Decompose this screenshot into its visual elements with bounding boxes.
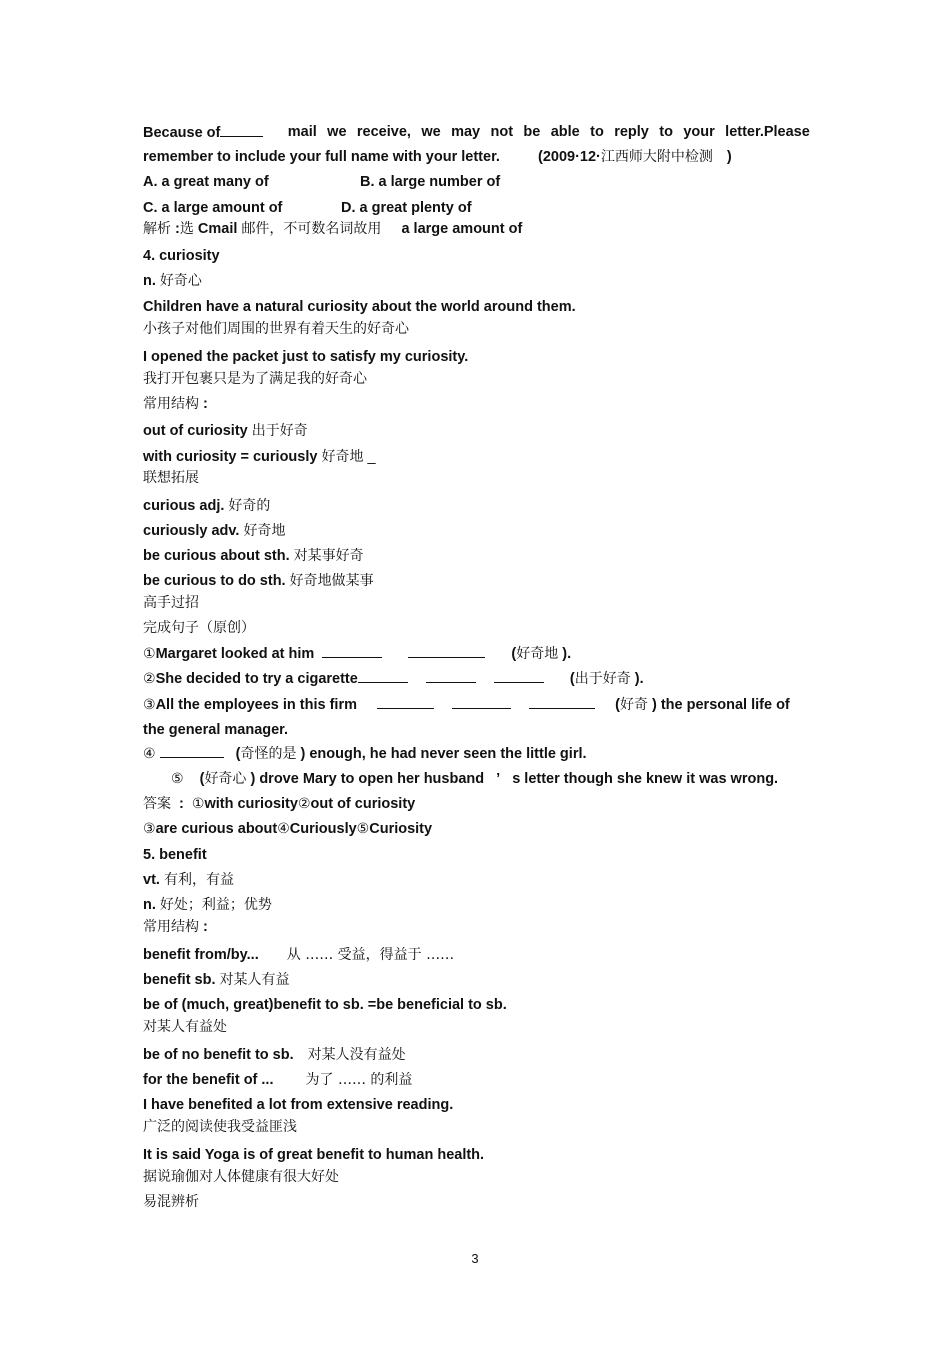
label-text: 常用结构: [143, 919, 199, 935]
paren: (: [615, 697, 620, 713]
s5-phrase-3-cn: 对某人有益处: [143, 1019, 227, 1035]
exercise-text: All the employees in this firm: [155, 697, 357, 713]
s4-extend-4: [143, 572, 810, 590]
extend-cn: 对某事好奇: [293, 548, 364, 564]
answer-blank: [377, 695, 434, 709]
exercise-number: ⑤: [171, 771, 184, 787]
answer-number: ③: [143, 821, 156, 837]
extend-en: be curious about sth.: [143, 548, 290, 564]
paren: ).: [634, 671, 644, 687]
s4-example-2-en: I opened the packet just to satisfy my curiosity.: [143, 349, 469, 365]
q-word: be: [523, 124, 541, 140]
q-word: reply: [614, 124, 649, 140]
s5-structure-label: [143, 918, 810, 936]
option-a: A. a great many of: [143, 174, 269, 190]
s4-complete-label: 完成句子（原创）: [143, 620, 255, 636]
label-colon: :: [203, 396, 208, 412]
s4-example-1-en: Children have a natural curiosity about the world around them.: [143, 299, 576, 315]
options-cd: [143, 199, 810, 217]
extend-cn: 好奇地做某事: [289, 573, 374, 589]
paren: ).: [562, 646, 572, 662]
answer-blank: [160, 744, 224, 758]
answer-blank: [322, 644, 382, 658]
q-source-year: (2009·12·: [538, 149, 601, 165]
exercise-2: [143, 669, 810, 688]
analysis-line: [143, 220, 810, 238]
s5-phrase-3-en: be of (much, great)benefit to sb. =be beneficial to sb.: [143, 997, 507, 1013]
analysis-label: 解析: [143, 221, 171, 237]
extend-en: be curious to do sth.: [143, 573, 286, 589]
exercise-number: ④: [143, 746, 156, 762]
answer-number: ⑤: [356, 821, 370, 837]
q-word: we: [327, 124, 347, 140]
s5-example-2-cn: 据说瑜伽对人体健康有很大好处: [143, 1169, 339, 1185]
phrase-tail: _: [367, 449, 376, 465]
answer-number: ①: [191, 796, 205, 812]
exercise-text: ) the personal life of: [652, 697, 790, 713]
pos-label: n.: [143, 897, 156, 913]
s4-master-label: 高手过招: [143, 595, 199, 611]
answer-line-2: [143, 820, 810, 838]
section-4-heading: 4. curiosity: [143, 248, 220, 264]
q-word: mail: [287, 124, 317, 140]
s5-vt: [143, 871, 810, 889]
exercise-1: [143, 644, 810, 663]
q-text: remember to include your full name with your letter.: [143, 149, 500, 165]
analysis-text: 选: [179, 221, 194, 237]
exercise-hint: 好奇: [619, 697, 648, 713]
answer-text: are curious about: [155, 821, 278, 837]
exercise-number: ②: [143, 671, 156, 687]
answer-label: 答案: [143, 796, 171, 812]
pos-label: vt.: [143, 872, 160, 888]
s5-phrase-1: [143, 946, 810, 964]
answer-text: Curiously: [289, 821, 357, 837]
exercise-5: [171, 770, 810, 788]
s4-extend-1: [143, 497, 810, 515]
answer-blank: [529, 695, 595, 709]
exercise-hint: 出于好奇: [574, 671, 631, 687]
answer-colon: :: [179, 796, 184, 812]
pos-meaning: 好处；利益；优势: [159, 897, 272, 913]
answer-blank: [220, 123, 263, 137]
s4-extend-label: 联想拓展: [143, 470, 199, 486]
exercise-text: She decided to try a cigarette: [155, 671, 358, 687]
s4-phrase-2: [143, 448, 810, 466]
q-word: able: [550, 124, 580, 140]
paren: (: [199, 771, 205, 787]
pos-meaning: 有利，有益: [163, 872, 234, 888]
phrase-cn: 对某人有益: [219, 972, 290, 988]
s5-example-1-en: I have benefited a lot from extensive reading.: [143, 1097, 454, 1113]
section-5-heading: 5. benefit: [143, 847, 207, 863]
exercise-text: ) drove Mary to open her husband: [250, 771, 485, 787]
option-b: B. a large number of: [360, 174, 501, 190]
phrase-cn: 从 …… 受益，得益于 ……: [286, 947, 455, 963]
option-c: C. a large amount of: [143, 200, 283, 216]
extend-en: curiously adv.: [143, 523, 240, 539]
q-word: may: [451, 124, 481, 140]
phrase-en: out of curiosity: [143, 423, 248, 439]
answer-blank: [358, 669, 408, 683]
extend-en: curious adj.: [143, 498, 225, 514]
phrase-cn: 为了 …… 的利益: [305, 1072, 413, 1088]
phrase-en: benefit from/by...: [143, 947, 259, 963]
answer-number: ②: [297, 796, 311, 812]
q-word: to: [590, 124, 604, 140]
extend-cn: 好奇的: [228, 498, 271, 514]
exercise-hint: 好奇地: [516, 646, 559, 662]
s5-phrase-4: [143, 1046, 810, 1064]
phrase-en: for the benefit of ...: [143, 1072, 274, 1088]
pos-meaning: 好奇心: [159, 273, 202, 289]
paren: (: [569, 671, 575, 687]
answer-text: with curiosity: [204, 796, 298, 812]
s5-example-2-en: It is said Yoga is of great benefit to human health.: [143, 1147, 485, 1163]
s4-structure-label: [143, 395, 810, 413]
exercise-hint: 奇怪的是: [240, 746, 297, 762]
apostrophe: ’: [496, 771, 501, 787]
phrase-en: be of no benefit to sb.: [143, 1047, 294, 1063]
s5-phrase-5: [143, 1071, 810, 1089]
option-d: D. a great plenty of: [341, 200, 472, 216]
answer-line-1: [143, 795, 810, 813]
exercise-text: ) enough, he had never seen the little girl.: [300, 746, 587, 762]
s4-extend-3: [143, 547, 810, 565]
q-word: your: [683, 124, 715, 140]
paren: (: [511, 646, 517, 662]
exercise-3: [143, 695, 810, 714]
s4-extend-2: [143, 522, 810, 540]
q-word: to: [659, 124, 673, 140]
answer-blank: [494, 669, 544, 683]
answer-text: out of curiosity: [310, 796, 416, 812]
s4-pos: [143, 272, 810, 290]
answer-blank: [426, 669, 476, 683]
s5-example-1-cn: 广泛的阅读使我受益匪浅: [143, 1119, 297, 1135]
options-ab: [143, 173, 810, 191]
s5-confuse-label: 易混辨析: [143, 1194, 199, 1210]
exercise-number: ③: [143, 697, 156, 713]
exercise-3-cont: the general manager.: [143, 722, 289, 738]
question-line-1: [143, 123, 810, 142]
extend-cn: 好奇地: [243, 523, 286, 539]
exercise-number: ①: [143, 646, 156, 662]
exercise-hint: 好奇心: [204, 771, 247, 787]
pos-label: n.: [143, 273, 156, 289]
q-source-end: ): [726, 149, 732, 165]
q-word: letter.Please: [725, 124, 810, 140]
phrase-en: with curiosity = curiously: [143, 449, 318, 465]
analysis-text: 邮件，不可数名词故用: [241, 221, 382, 237]
answer-text: Curiosity: [369, 821, 433, 837]
exercise-text: s letter though she knew it was wrong.: [512, 771, 779, 787]
page-number: 3: [471, 1251, 479, 1266]
exercise-text: Margaret looked at him: [155, 646, 315, 662]
q-word: receive,: [356, 124, 411, 140]
phrase-en: benefit sb.: [143, 972, 216, 988]
answer-blank: [408, 644, 485, 658]
s5-n: [143, 896, 810, 914]
analysis-answer: a large amount of: [401, 221, 523, 237]
analysis-word: Cmail: [197, 221, 238, 237]
q-source: 江西师大附中检测: [600, 149, 713, 165]
phrase-cn: 好奇地: [321, 449, 364, 465]
answer-number: ④: [277, 821, 290, 837]
q-word: Because of: [143, 123, 263, 142]
label-colon: :: [203, 919, 208, 935]
q-word: not: [490, 124, 514, 140]
s4-phrase-1: [143, 422, 810, 440]
question-line-2: [143, 148, 810, 166]
s5-phrase-2: [143, 971, 810, 989]
label-text: 常用结构: [143, 396, 199, 412]
analysis-colon: :: [175, 221, 180, 237]
phrase-cn: 出于好奇: [251, 423, 308, 439]
answer-blank: [452, 695, 511, 709]
s4-example-2-cn: 我打开包裹只是为了满足我的好奇心: [143, 371, 367, 387]
phrase-cn: 对某人没有益处: [307, 1047, 406, 1063]
exercise-4: [143, 744, 810, 763]
paren: (: [235, 746, 241, 762]
s4-example-1-cn: 小孩子对他们周围的世界有着天生的好奇心: [143, 321, 409, 337]
q-word: we: [421, 124, 441, 140]
